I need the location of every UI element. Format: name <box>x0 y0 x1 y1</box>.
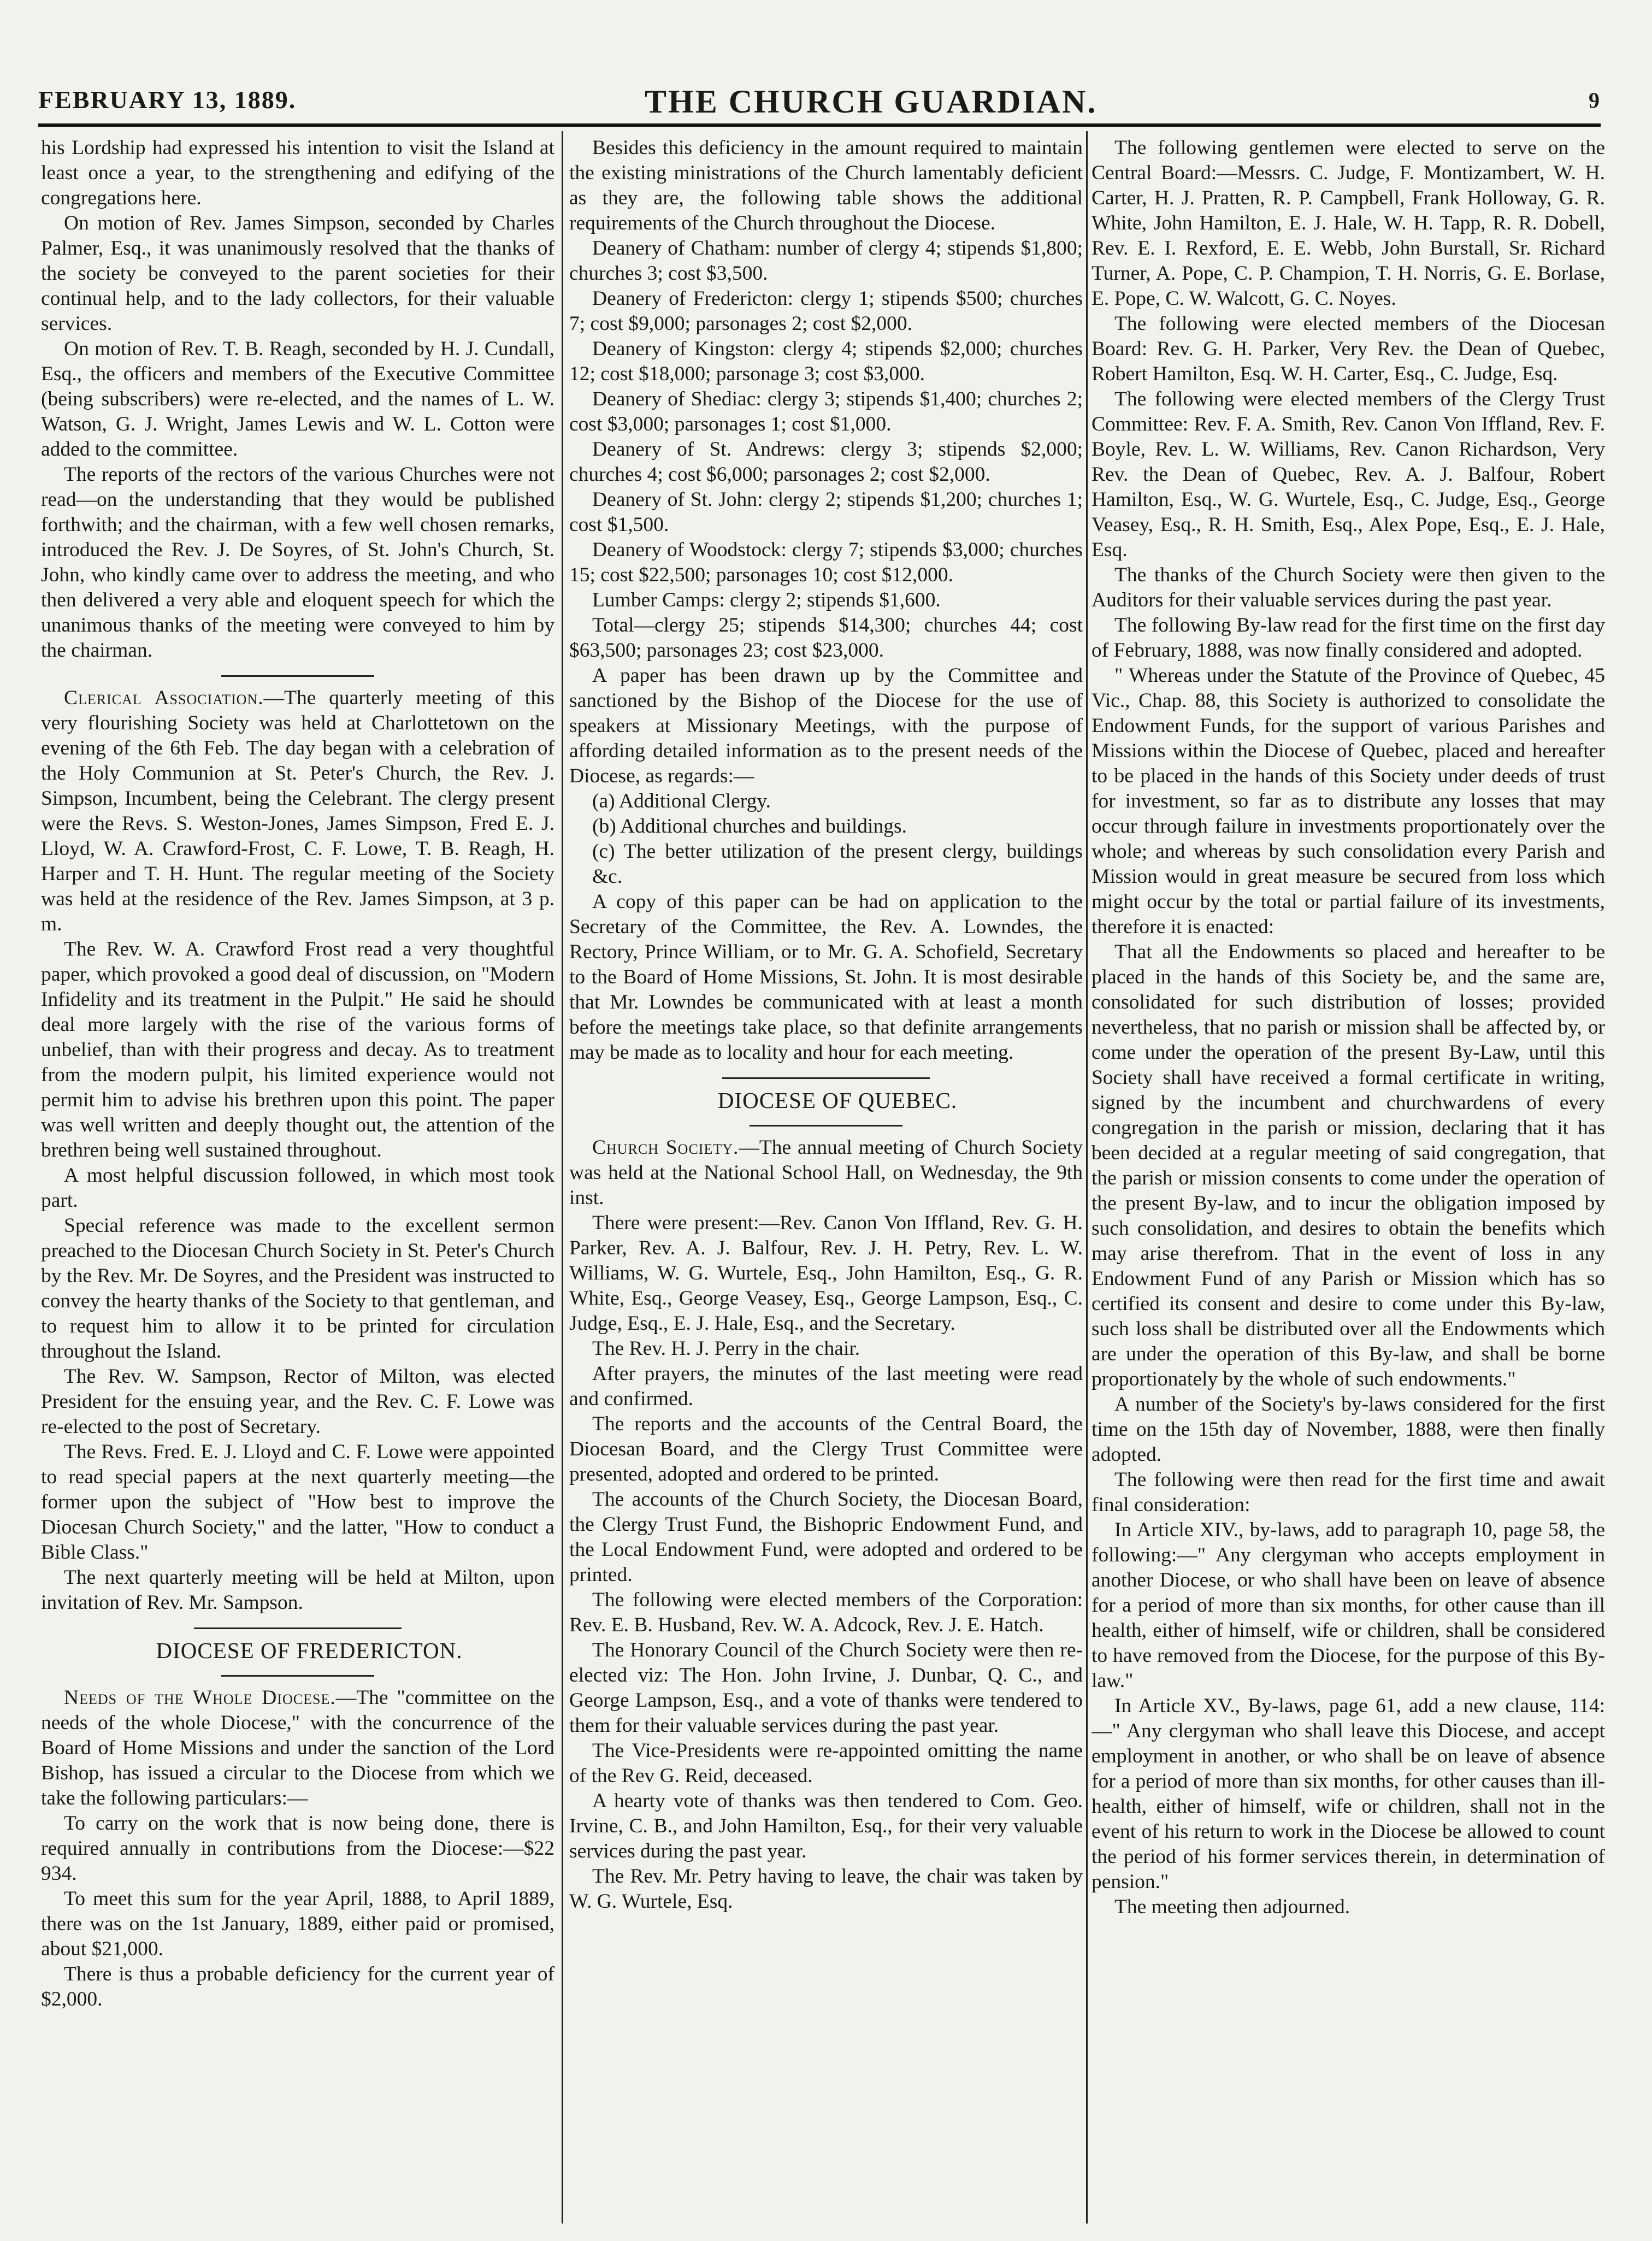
paragraph: A copy of this paper can be had on application to the Secretary of the Committee, the Rev. A. Lowndes, the Rectory, Prince William, or to Mr. G. A. Schofield, Secretary to the Board of Home Missions, St. John. It is most desirable that Mr. Lowndes be communicated with at least a month before the meetings take place, so that definite arrangements may be made as to locality and hour for each meeting. <box>569 890 1083 1064</box>
paragraph: Besides this deficiency in the amount required to maintain the existing ministrations of the Church lamentably deficient as they are, the following table shows the additional requirements of the Church throughout the Diocese. <box>569 137 1083 234</box>
paragraph: Deanery of Kingston: clergy 4; stipends $2,000; churches 12; cost $18,000; parsonage 3; cost $3,000. <box>569 338 1083 385</box>
paragraph: " Whereas under the Statute of the Province of Quebec, 45 Vic., Chap. 88, this Society is authorized to consolidate the Endowment Funds, for the support of various Parishes and Missions within the Diocese of Quebec, placed and hereafter to be placed in the hands of this Society under deeds of trust for investment, so far as to distribute any losses that may occur through failure in investments proportionately over the whole; and whereas by such consolidation every Parish and Mission would in great measure be secured from loss which might occur by the total or partial failure of its investments, therefore it is enacted: <box>1092 664 1605 938</box>
paragraph: The following By-law read for the first time on the first day of February, 1888, was now finally considered and adopted. <box>1092 614 1605 662</box>
paragraph: The meeting then adjourned. <box>1114 1896 1350 1918</box>
section-heading: DIOCESE OF FREDERICTON. <box>156 1638 463 1663</box>
header-rule <box>38 123 1601 127</box>
paragraph: Special reference was made to the excellent sermon preached to the Diocesan Church Society in St. Peter's Church by the Rev. Mr. De Soyres, and the President was instructed to convey the hearty thanks of the Society to that gentleman, and to request him to allow it to be printed for circulation throughout the Island. <box>41 1214 554 1363</box>
paragraph: Deanery of Woodstock: clergy 7; stipends $3,000; churches 15; cost $22,500; parsonages 10; cost $12,000. <box>569 539 1083 586</box>
paragraph: Deanery of St. Andrews: clergy 3; stipends $2,000; churches 4; cost $6,000; parsonages 2; cost $2,000. <box>569 438 1083 486</box>
paragraph: In Article XV., By-laws, page 61, add a new clause, 114:—" Any clergyman who shall leave this Diocese, and accept employment in another, or who shall be on leave of absence for a period of more than six months, for other causes than ill-health, either of himself, wife or children, shall not in the event of his return to work in the Diocese be allowed to count the period of his former services therein, in determination of pension." <box>1092 1695 1605 1893</box>
paragraph: A paper has been drawn up by the Committee and sanctioned by the Bishop of the Diocese for the use of speakers at Missionary Meetings, with the purpose of affording detailed information as to the present needs of the Diocese, as regards:— <box>569 664 1083 787</box>
paragraph: The Rev. H. J. Perry in the chair. <box>592 1337 860 1360</box>
paragraph: The following were elected members of the Corporation: Rev. E. B. Husband, Rev. W. A. Adcock, Rev. J. E. Hatch. <box>569 1589 1083 1636</box>
list-item: (c) The better utilization of the present clergy, buildings &c. <box>592 840 1083 888</box>
paragraph: The Honorary Council of the Church Society were then re-elected viz: The Hon. John Irvine, J. Dunbar, Q. C., and George Lampson, Esq., and a vote of thanks were tendered to them for their valuable services during the past year. <box>569 1639 1083 1737</box>
list-item: (b) Additional churches and buildings. <box>592 815 907 838</box>
paragraph: The accounts of the Church Society, the Diocesan Board, the Clergy Trust Fund, the Bishopric Endowment Fund, and the Local Endowment Fund, were adopted and ordered to be printed. <box>569 1488 1083 1586</box>
paragraph: his Lordship had expressed his intention to visit the Island at least once a year, to the strengthening and edifying of the congregations here. <box>41 137 554 209</box>
paragraph: A hearty vote of thanks was then tendered to Com. Geo. Irvine, C. B., and John Hamilton, Esq., for their very valuable services during the past year. <box>569 1790 1083 1862</box>
paragraph: The thanks of the Church Society were then given to the Auditors for their valuable services during the past year. <box>1092 564 1605 611</box>
paragraph: There is thus a probable deficiency for the current year of $2,000. <box>41 1963 554 2010</box>
paragraph: Total—clergy 25; stipends $14,300; churches 44; cost $63,500; parsonages 23; cost $23,000. <box>569 614 1083 662</box>
paragraph: The Vice-Presidents were re-appointed omitting the name of the Rev G. Reid, deceased. <box>569 1739 1083 1787</box>
paragraph: To meet this sum for the year April, 1888, to April 1889, there was on the 1st January, 1889, either paid or promised, about $21,000. <box>41 1888 554 1960</box>
paragraph: The Revs. Fred. E. J. Lloyd and C. F. Lowe were appointed to read special papers at the next quarterly meeting—the former upon the subject of "How best to improve the Diocesan Church Society," and the latter, "How to conduct a Bible Class." <box>41 1441 554 1564</box>
paragraph: That all the Endowments so placed and hereafter to be placed in the hands of this Society be, and the same are, consolidated for such distribution of losses; provided nevertheless, that no parish or mission shall be affected by, or come under the operation of the present By-Law, until this Society shall have received a formal certificate in writing, signed by the incumbent and churchwardens of every congregation in the parish or mission, declaring that it has been decided at a regular meeting of said congregation, that the parish or mission consents to come under the operation of the present By-law, and to incur the obligation imposed by such consolidation, and desires to obtain the benefits which may arise therefrom. That in the event of loss in any Endowment Fund of any Parish or Mission which has so certified its consent and desire to come under this By-law, such loss shall be distributed over all the Endowments which are under the operation of this By-law, and shall be borne proportionately by the whole of such endowments." <box>1092 941 1605 1390</box>
paragraph: Deanery of Shediac: clergy 3; stipends $1,400; churches 2; cost $3,000; parsonages 1; cost $1,000. <box>569 388 1083 435</box>
paragraph <box>41 686 554 937</box>
paragraph: The Rev. W. A. Crawford Frost read a very thoughtful paper, which provoked a good deal of discussion, on "Modern Infidelity and its treatment in the Pulpit." He said he should deal more largely with the rise of the various forms of unbelief, than with their progress and decay. As to treatment from the modern pulpit, his limited experience would not permit him to advise his brethren upon this point. The paper was well written and deeply thought out, the attention of the brethren being well sustained throughout. <box>41 938 554 1161</box>
paragraph: A number of the Society's by-laws considered for the first time on the 15th day of November, 1888, were then finally adopted. <box>1092 1393 1605 1466</box>
paragraph: The following gentlemen were elected to serve on the Central Board:—Messrs. C. Judge, F. Montizambert, W. H. Carter, H. J. Pratten, R. P. Campbell, Frank Holloway, G. R. White, John Hamilton, E. J. Hale, W. H. Tapp, R. R. Dobell, Rev. E. I. Rexford, E. E. Webb, John Burstall, Sr. Richard Turner, A. Pope, C. P. Champion, T. H. Norris, G. E. Borlase, E. Pope, C. W. Walcott, G. C. Noyes. <box>1092 137 1605 310</box>
column-2 <box>569 135 1083 2222</box>
list-item: (a) Additional Clergy. <box>592 790 771 812</box>
column-3 <box>1092 135 1605 2222</box>
paragraph: The following were elected members of the Diocesan Board: Rev. G. H. Parker, Very Rev. the Dean of Quebec, Robert Hamilton, Esq. W. H. Carter, Esq., C. Judge, Esq. <box>1092 312 1605 385</box>
paragraph-lead: Needs of the Whole Diocese. <box>64 1686 336 1709</box>
paragraph: To carry on the work that is now being done, there is required annually in contributions from the Diocese:—$22 934. <box>41 1812 554 1885</box>
paragraph-lead: Clerical Association. <box>64 687 264 709</box>
paragraph: Deanery of Chatham: number of clergy 4; stipends $1,800; churches 3; cost $3,500. <box>569 237 1083 285</box>
paragraph: On motion of Rev. T. B. Reagh, seconded by H. J. Cundall, Esq., the officers and members of the Executive Committee (being subscribers) were re-elected, and the names of L. W. Watson, G. J. Wright, James Lewis and W. L. Cotton were added to the committee. <box>41 338 554 461</box>
paragraph: There were present:—Rev. Canon Von Iffland, Rev. G. H. Parker, Rev. A. J. Balfour, Rev. J. H. Petry, Rev. L. W. Williams, W. G. Wurtele, Esq., John Hamilton, Esq., G. R. White, Esq., George Veasey, Esq., George Lampson, Esq., C. Judge, Esq., E. J. Hale, Esq., and the Secretary. <box>569 1212 1083 1335</box>
page-number: 9 <box>1589 88 1601 113</box>
column-rule-1 <box>562 131 563 2224</box>
section-divider <box>722 1077 930 1079</box>
paragraph: The following were elected members of the Clergy Trust Committee: Rev. F. A. Smith, Rev. Canon Von Iffland, Rev. F. Boyle, Rev. L. W. Williams, Rev. Canon Richardson, Very Rev. the Dean of Quebec, Rev. A. J. Balfour, Robert Hamilton, Esq., W. G. Wurtele, Esq., C. Judge, Esq., George Veasey, Esq., R. H. Smith, Esq., Alex Pope, Esq., E. J. Hale, Esq. <box>1092 388 1605 561</box>
paragraph: The Rev. W. Sampson, Rector of Milton, was elected President for the ensuing year, and the Rev. C. F. Lowe was re-elected to the post of Secretary. <box>41 1365 554 1438</box>
paragraph <box>569 1135 1083 1211</box>
section-divider <box>750 1125 902 1127</box>
paragraph: The following were then read for the first time and await final consideration: <box>1092 1469 1605 1516</box>
column-rule-2 <box>1086 131 1088 2224</box>
issue-date: FEBRUARY 13, 1889. <box>38 86 297 114</box>
paragraph <box>41 1685 554 1811</box>
paragraph: In Article XIV., by-laws, add to paragraph 10, page 58, the following:—" Any clergyman who accepts employment in another Diocese, or who shall have been on leave of absence for a period of more than six months, for other cause than ill health, either of himself, wife or children, shall be considered to have removed from the Diocese, for the purpose of this By-law." <box>1092 1519 1605 1692</box>
paragraph: Deanery of Fredericton: clergy 1; stipends $500; churches 7; cost $9,000; parsonages 2; cost $2,000. <box>569 287 1083 335</box>
paragraph: On motion of Rev. James Simpson, seconded by Charles Palmer, Esq., it was unanimously resolved that the thanks of the society be conveyed to the parent societies for their continual help, and to the lady collectors, for their valuable services. <box>41 212 554 335</box>
paragraph: The reports and the accounts of the Central Board, the Diocesan Board, and the Clergy Trust Committee were presented, adopted and ordered to be printed. <box>569 1413 1083 1485</box>
paragraph-text: —The "committee on the needs of the whole Diocese," with the concurrence of the Board of Home Missions and under the sanction of the Lord Bishop, has issued a circular to the Diocese from which we take the following particulars:— <box>41 1686 554 1809</box>
section-divider <box>194 1627 402 1629</box>
paragraph-text: —The quarterly meeting of this very flourishing Society was held at Charlottetown on the evening of the 6th Feb. The day began with a celebration of the Holy Communion at St. Peter's Church, the Rev. J. Simpson, Incumbent, being the Celebrant. The clergy present were the Revs. S. Weston-Jones, James Simpson, Fred E. J. Lloyd, W. A. Crawford-Frost, C. F. Lowe, T. B. Reagh, H. Harper and T. H. Hunt. The regular meeting of the Society was held at the residence of the Rev. James Simpson, at 3 p. m. <box>41 687 554 935</box>
paragraph: The reports of the rectors of the various Churches were not read—on the understanding that they would be published forthwith; and the chairman, with a few well chosen remarks, introduced the Rev. J. De Soyres, of St. John's Church, St. John, who kindly came over to address the meeting, and who then delivered a very able and eloquent speech for which the unanimous thanks of the meeting were conveyed to him by the chairman. <box>41 463 554 662</box>
paragraph: Deanery of St. John: clergy 2; stipends $1,200; churches 1; cost $1,500. <box>569 488 1083 536</box>
paragraph: Lumber Camps: clergy 2; stipends $1,600. <box>592 589 941 611</box>
paragraph: The next quarterly meeting will be held at Milton, upon invitation of Rev. Mr. Sampson. <box>41 1566 554 1614</box>
section-divider <box>221 675 374 677</box>
page-header <box>38 80 1601 119</box>
paragraph: The Rev. Mr. Petry having to leave, the chair was taken by W. G. Wurtele, Esq. <box>569 1865 1083 1913</box>
paragraph: A most helpful discussion followed, in which most took part. <box>41 1164 554 1212</box>
section-heading: DIOCESE OF QUEBEC. <box>717 1088 958 1113</box>
column-1 <box>41 135 554 2222</box>
paragraph-text: —The annual meeting of Church Society was held at the National School Hall, on Wednesday, the 9th inst. <box>569 1136 1083 1209</box>
paragraph: After prayers, the minutes of the last meeting were read and confirmed. <box>569 1363 1083 1410</box>
masthead-title: THE CHURCH GUARDIAN. <box>645 84 1098 120</box>
section-divider <box>221 1675 374 1677</box>
paragraph-lead: Church Society. <box>592 1136 739 1159</box>
